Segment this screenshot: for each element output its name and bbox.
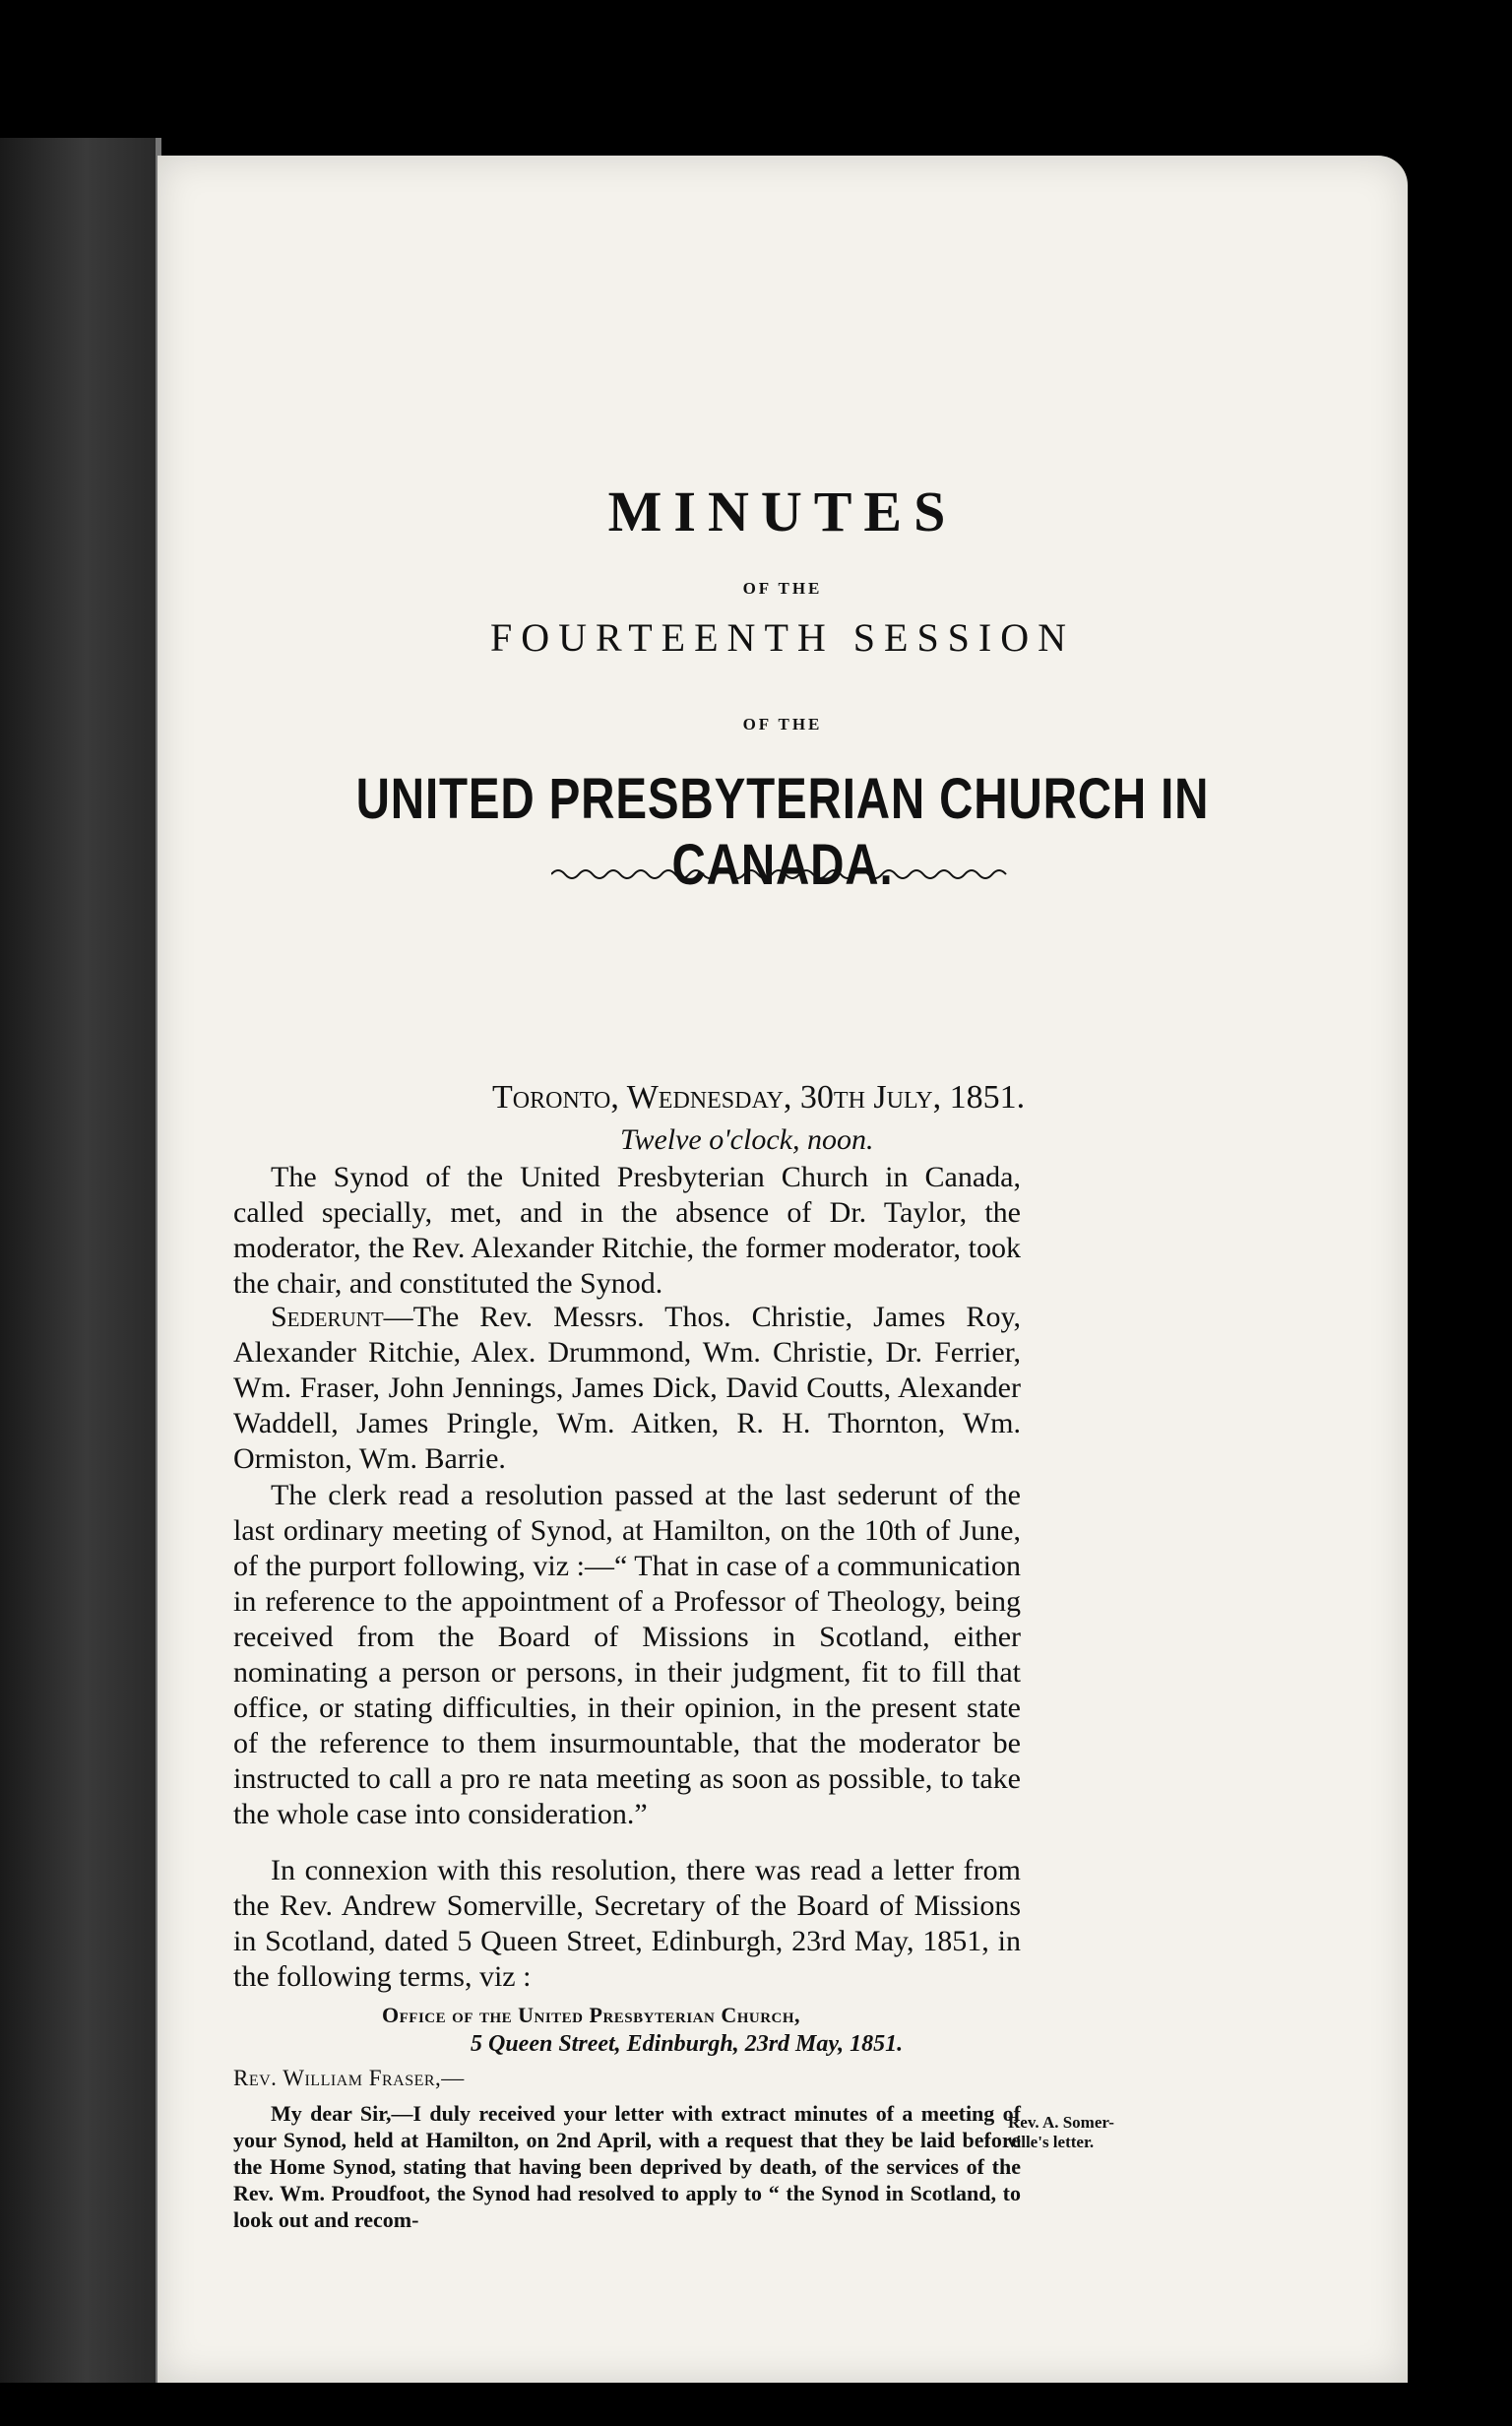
page-title: MINUTES (607, 479, 958, 543)
document-page (158, 156, 1408, 2383)
wavy-divider (551, 862, 1014, 886)
letter-intro-text: In connexion with this resolution, there was read a letter from the Rev. Andrew Somerville, Secretary of the Board of Missions in Scotland, dated 5 Queen Street, Edinburgh, 23rd May, 1851, in the following terms, viz : (233, 1854, 1021, 1993)
paragraph-resolution (233, 1478, 1021, 1832)
sederunt-body: —The Rev. Messrs. Thos. Christie, James Roy, Alexander Ritchie, Alex. Drummond, Wm. Christie, Dr. Ferrier, Wm. Fraser, John Jennings, James Dick, David Coutts, Alexander Waddell, James Pringle, Wm. Aitken, R. H. Thornton, Wm. Ormiston, Wm. Barrie. (233, 1301, 1021, 1475)
margin-note-line-2: ville's letter. (1008, 2133, 1095, 2151)
letter-body: My dear Sir,—I duly received your letter with extract minutes of a meeting of your Synod, held at Hamilton, on 2nd April, with a request that they be laid before the Home Synod, stating that having been deprived by death, of the services of the Rev. Wm. Proudfoot, the Synod had resolved to apply to “ the Synod in Scotland, to look out and recom- (233, 2101, 1021, 2232)
letter-body-block (233, 2100, 1021, 2233)
of-the-label-2: OF THE (742, 715, 823, 734)
letter-office-line: Office of the United Presbyterian Church, (382, 2003, 801, 2027)
church-title: UNITED PRESBYTERIAN CHURCH IN CANADA. (355, 767, 1210, 897)
paragraph-text: The Synod of the United Presbyterian Church in Canada, called specially, met, and in the absence of Dr. Taylor, the moderator, the Rev. Alexander Ritchie, the former moderator, took the chair, and constituted the Synod. (233, 1161, 1021, 1300)
paragraph-letter-intro (233, 1853, 1021, 1995)
letter-address-line: 5 Queen Street, Edinburgh, 23rd May, 1851. (471, 2031, 904, 2057)
film-frame-strip (0, 138, 156, 2383)
paragraph-sederunt (233, 1300, 1021, 1477)
of-the-label-1: OF THE (742, 579, 823, 598)
margin-note (1008, 2113, 1175, 2152)
paragraph-opening (233, 1160, 1021, 1302)
time-line: Twelve o'clock, noon. (620, 1123, 874, 1156)
dateline: Toronto, Wednesday, 30th July, 1851. (492, 1079, 1026, 1116)
sederunt-text (233, 1300, 1021, 1477)
resolution-text: The clerk read a resolution passed at the last sederunt of the last ordinary meeting of Synod, at Hamilton, on the 10th of June, of the purport following, viz :—“ That in case of a communication in reference to the appointment of a Professor of Theology, being received from the Board of Missions in Scotland, either nominating a person or persons, in their judgment, fit to fill that office, or stating difficulties, in their opinion, in the present state of the reference to them insurmountable, that the moderator be instructed to call a pro re nata meeting as soon as possible, to take the whole case into consideration.” (233, 1479, 1021, 1830)
sederunt-label: Sederunt (271, 1301, 384, 1333)
letter-salutation: Rev. William Fraser,— (233, 2066, 465, 2090)
session-title: FOURTEENTH SESSION (489, 615, 1076, 660)
margin-note-line-1: Rev. A. Somer- (1008, 2113, 1114, 2132)
